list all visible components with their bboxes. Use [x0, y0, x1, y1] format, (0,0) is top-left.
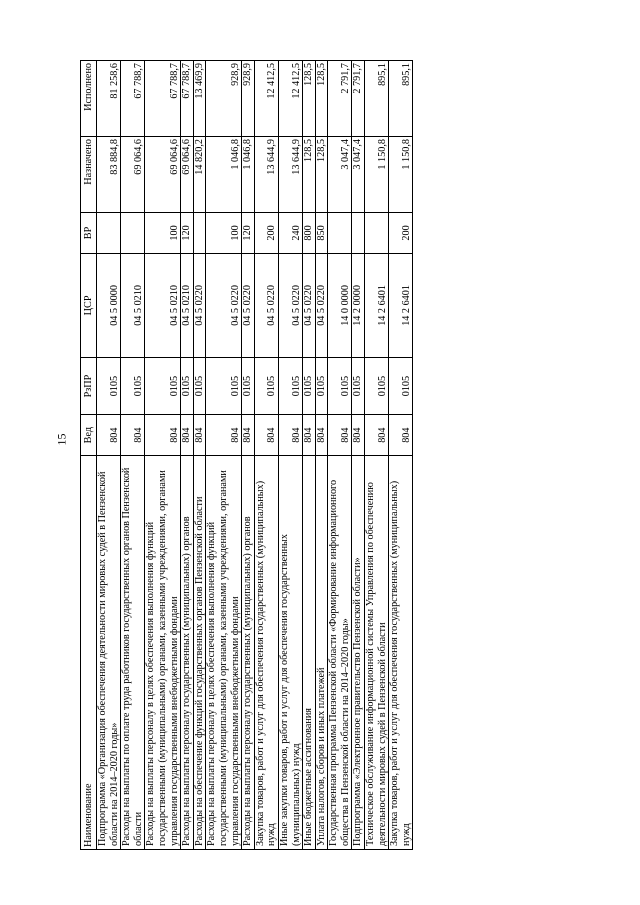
cell-executed: 13 469,9: [193, 61, 206, 137]
cell-csr: 04 5 0220: [254, 253, 278, 357]
cell-rzpr: 0105: [121, 357, 145, 414]
cell-executed: 67 788,7: [181, 61, 194, 137]
cell-vr: 100: [145, 213, 181, 254]
cell-ved: 804: [242, 415, 255, 456]
cell-name: Расходы на обеспечение функций государственных органов Пензенской области: [193, 456, 206, 850]
cell-ved: 804: [328, 415, 352, 456]
cell-assigned: 1 150,8: [365, 137, 389, 213]
header-vr: ВР: [81, 213, 97, 254]
table-row: [303, 61, 316, 850]
cell-assigned: 1 046,8: [242, 137, 255, 213]
cell-assigned: 13 644,9: [254, 137, 278, 213]
cell-assigned: 69 064,6: [121, 137, 145, 213]
cell-vr: [97, 213, 121, 254]
cell-assigned: 3 047,4: [352, 137, 365, 213]
cell-vr: [121, 213, 145, 254]
cell-assigned: 13 644,9: [278, 137, 302, 213]
cell-csr: 04 5 0220: [278, 253, 302, 357]
cell-csr: 14 2 6401: [389, 253, 413, 357]
cell-rzpr: 0105: [242, 357, 255, 414]
cell-csr: 04 5 0220: [303, 253, 316, 357]
table-row: [365, 61, 389, 850]
table-row: [145, 61, 181, 850]
cell-name: Расходы на выплаты персоналу государственных (муниципальных) органов: [181, 456, 194, 850]
table-row: [328, 61, 352, 850]
cell-rzpr: 0105: [181, 357, 194, 414]
header-ved: Вед: [81, 415, 97, 456]
cell-csr: 04 5 0000: [97, 253, 121, 357]
cell-csr: 14 2 0000: [352, 253, 365, 357]
cell-executed: 128,5: [303, 61, 316, 137]
cell-assigned: 128,5: [303, 137, 316, 213]
cell-vr: [352, 213, 365, 254]
cell-vr: 120: [242, 213, 255, 254]
cell-csr: 04 5 0210: [121, 253, 145, 357]
cell-csr: 04 5 0210: [181, 253, 194, 357]
cell-rzpr: 0105: [206, 357, 242, 414]
cell-name: Уплата налогов, сборов и иных платежей: [315, 456, 328, 850]
cell-ved: 804: [389, 415, 413, 456]
cell-vr: 100: [206, 213, 242, 254]
cell-name: Подпрограмма «Организация обеспечения деятельности мировых судей в Пензенской области на 2014–2020 годы»: [97, 456, 121, 850]
table-row: [389, 61, 413, 850]
table-body: [97, 61, 413, 850]
table-container: [80, 60, 630, 850]
cell-vr: [193, 213, 206, 254]
table-row: [278, 61, 302, 850]
cell-assigned: 69 064,6: [145, 137, 181, 213]
header-executed: Исполнено: [81, 61, 97, 137]
cell-ved: 804: [145, 415, 181, 456]
cell-rzpr: 0105: [303, 357, 316, 414]
cell-vr: 200: [254, 213, 278, 254]
budget-table: [80, 60, 413, 850]
cell-executed: 2 791,7: [328, 61, 352, 137]
cell-executed: 895,1: [365, 61, 389, 137]
cell-assigned: 1 046,8: [206, 137, 242, 213]
cell-name: Расходы на выплаты персоналу государственных (муниципальных) органов: [242, 456, 255, 850]
header-assigned: Назначено: [81, 137, 97, 213]
page-number: 15: [54, 433, 69, 446]
cell-assigned: 3 047,4: [328, 137, 352, 213]
cell-vr: 120: [181, 213, 194, 254]
cell-vr: 800: [303, 213, 316, 254]
cell-vr: [365, 213, 389, 254]
header-csr: ЦСР: [81, 253, 97, 357]
cell-assigned: 128,5: [315, 137, 328, 213]
cell-executed: 67 788,7: [121, 61, 145, 137]
cell-rzpr: 0105: [254, 357, 278, 414]
cell-csr: 04 5 0220: [242, 253, 255, 357]
cell-csr: 04 5 0220: [315, 253, 328, 357]
table-row: [193, 61, 206, 850]
cell-vr: 240: [278, 213, 302, 254]
cell-ved: 804: [254, 415, 278, 456]
cell-executed: 81 258,6: [97, 61, 121, 137]
cell-executed: 928,9: [242, 61, 255, 137]
cell-assigned: 83 884,8: [97, 137, 121, 213]
cell-executed: 895,1: [389, 61, 413, 137]
cell-vr: 200: [389, 213, 413, 254]
table-row: [254, 61, 278, 850]
cell-ved: 804: [365, 415, 389, 456]
cell-assigned: 69 064,6: [181, 137, 194, 213]
cell-name: Закупка товаров, работ и услуг для обеспечения государственных (муниципальных) нужд: [389, 456, 413, 850]
cell-executed: 12 412,5: [254, 61, 278, 137]
cell-csr: 14 0 0000: [328, 253, 352, 357]
cell-name: Расходы на выплаты персоналу в целях обеспечения выполнения функций государственными (муниципальными) органами, казенными учреждениями, органами управления государственными внебюджетными фондами: [145, 456, 181, 850]
cell-name: Расходы на выплаты по оплате труда работников государственных органов Пензенской области: [121, 456, 145, 850]
cell-executed: 128,5: [315, 61, 328, 137]
cell-ved: 804: [181, 415, 194, 456]
cell-name: Расходы на выплаты персоналу в целях обеспечения выполнения функций государственными (муниципальными) органами, казенными учреждениями, органами управления государственными внебюджетными фондами: [206, 456, 242, 850]
table-row: [97, 61, 121, 850]
cell-csr: 04 5 0220: [206, 253, 242, 357]
table-row: [315, 61, 328, 850]
cell-name: Государственная программа Пензенской области «Формирование информационного общества в Пензенской области на 2014–2020 годы»: [328, 456, 352, 850]
cell-name: Иные бюджетные ассигнования: [303, 456, 316, 850]
cell-rzpr: 0105: [328, 357, 352, 414]
cell-name: Закупка товаров, работ и услуг для обеспечения государственных (муниципальных) нужд: [254, 456, 278, 850]
header-rzpr: РзПР: [81, 357, 97, 414]
table-row: [242, 61, 255, 850]
cell-rzpr: 0105: [145, 357, 181, 414]
cell-rzpr: 0105: [315, 357, 328, 414]
cell-executed: 2 791,7: [352, 61, 365, 137]
cell-csr: 14 2 6401: [365, 253, 389, 357]
cell-name: Подпрограмма «Электронное правительство Пензенской области»: [352, 456, 365, 850]
cell-vr: [328, 213, 352, 254]
cell-vr: 850: [315, 213, 328, 254]
cell-ved: 804: [352, 415, 365, 456]
rotated-table-area: [80, 60, 630, 850]
cell-name: Иные закупки товаров, работ и услуг для обеспечения государственных (муниципальных) нужд: [278, 456, 302, 850]
cell-csr: 04 5 0210: [145, 253, 181, 357]
table-header-row: [81, 61, 97, 850]
cell-executed: 928,9: [206, 61, 242, 137]
cell-csr: 04 5 0220: [193, 253, 206, 357]
table-row: [121, 61, 145, 850]
cell-ved: 804: [121, 415, 145, 456]
cell-rzpr: 0105: [97, 357, 121, 414]
cell-rzpr: 0105: [389, 357, 413, 414]
cell-ved: 804: [206, 415, 242, 456]
cell-rzpr: 0105: [278, 357, 302, 414]
cell-ved: 804: [193, 415, 206, 456]
cell-ved: 804: [303, 415, 316, 456]
table-row: [181, 61, 194, 850]
cell-executed: 67 788,7: [145, 61, 181, 137]
cell-rzpr: 0105: [365, 357, 389, 414]
table-row: [352, 61, 365, 850]
cell-ved: 804: [315, 415, 328, 456]
cell-name: Техническое обслуживание информационной системы Управления по обеспечению деятельности мировых судей в Пензенской области: [365, 456, 389, 850]
cell-assigned: 1 150,8: [389, 137, 413, 213]
cell-rzpr: 0105: [193, 357, 206, 414]
table-row: [206, 61, 242, 850]
header-name: Наименование: [81, 456, 97, 850]
cell-ved: 804: [97, 415, 121, 456]
cell-ved: 804: [278, 415, 302, 456]
cell-executed: 12 412,5: [278, 61, 302, 137]
cell-assigned: 14 820,2: [193, 137, 206, 213]
cell-rzpr: 0105: [352, 357, 365, 414]
